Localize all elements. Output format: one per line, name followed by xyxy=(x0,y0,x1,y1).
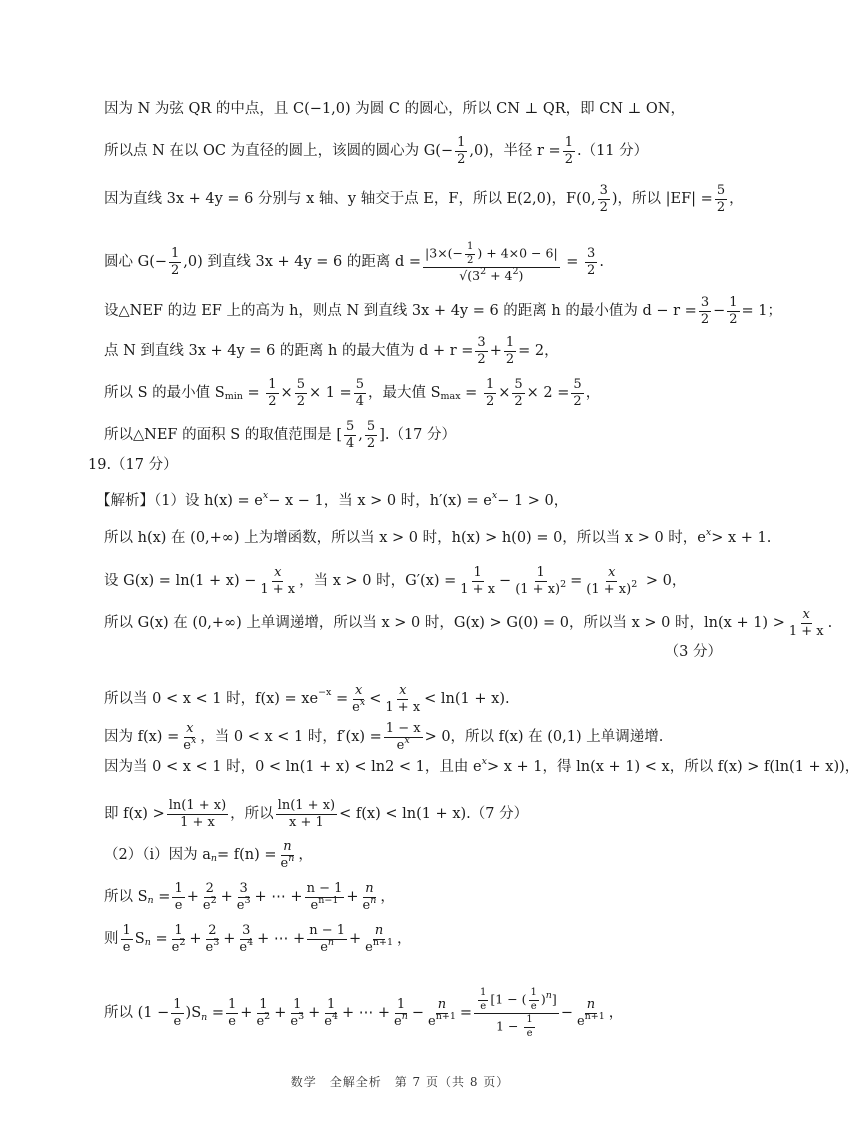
fraction-3-2: $\frac{3}{2}$ xyxy=(477,335,486,367)
text-line-4 xyxy=(104,242,772,283)
comma: ， xyxy=(397,930,412,947)
times: × xyxy=(280,384,293,401)
equals: = xyxy=(153,888,171,905)
line-3-text-a: 因为直线 3x + 4y = 6 分别与 x 轴、y 轴交于点 E，F，所以 E(2,0)，F(0, xyxy=(104,190,596,207)
minus: − xyxy=(560,1005,573,1022)
fraction-1mx-ex: $\frac{1 - x}{e^x}$ xyxy=(385,721,421,753)
equals: = xyxy=(460,384,482,401)
line-2-text-c: .（11 分） xyxy=(576,142,649,159)
subscript-n: n xyxy=(147,895,154,907)
distance-fraction: |3×(− $\frac{1}{2}$ ) + 4×0 − 6| $√(3^2 + 4^2)$ xyxy=(425,241,558,283)
line-8-text-a: 所以△NEF 的面积 S 的取值范围是 [ xyxy=(104,426,343,443)
fraction-1-2: $\frac{1}{2}$ xyxy=(457,135,466,167)
fraction-1-e3: $\frac{1}{e^3}$ xyxy=(290,997,305,1029)
line-3-text-b: )，所以 |EF| = xyxy=(611,190,713,207)
question-19-header xyxy=(88,458,772,473)
plus: + xyxy=(308,1005,321,1022)
fraction-1-e: $\frac{1}{e}$ xyxy=(174,881,183,913)
comma: ， xyxy=(608,1005,624,1022)
plus: + xyxy=(189,930,202,947)
line-18-text-a: （2）（i）因为 a xyxy=(104,846,211,863)
line-15-text-b: ，当 0 < x < 1 时，f′(x) = xyxy=(200,728,382,745)
line-12-text-a: 设 G(x) = ln(1 + x) − xyxy=(104,572,257,589)
line-5-text-a: 设△NEF 的边 EF 上的高为 h，则点 N 到直线 3x + 4y = 6 的距离 h 的最小值为 d − r = xyxy=(104,302,697,319)
equals: = xyxy=(242,384,265,401)
fraction-1-2: $\frac{1}{2}$ xyxy=(505,335,515,367)
equals-sign: = xyxy=(561,254,584,271)
superscript-x: x xyxy=(262,489,269,501)
plus: + xyxy=(489,342,502,359)
subscript-n: n xyxy=(210,853,217,865)
fraction-n-enp1: $\frac{n}{e^{n+1}}$ xyxy=(428,997,456,1029)
line-4-text-b: ,0) 到直线 3x + 4y = 6 的距离 d = xyxy=(183,254,422,271)
text-line-19 xyxy=(104,882,772,912)
superscript-x: x xyxy=(491,489,498,501)
lt: < xyxy=(369,690,382,707)
line-14-text-b: < ln(1 + x). xyxy=(424,690,510,707)
text-line-1 xyxy=(104,102,772,117)
comma: ， xyxy=(585,384,601,401)
ellipsis: + ⋯ + xyxy=(342,1005,391,1022)
equals: = xyxy=(570,572,583,589)
fraction-1-1px-sq: $\frac{1}{(1 + x)^2}$ xyxy=(515,565,567,597)
minus: − xyxy=(499,572,512,589)
text-line-8 xyxy=(104,420,772,450)
fraction-3-2: $\frac{3}{2}$ xyxy=(599,183,608,215)
text-line-21 xyxy=(104,988,772,1039)
text-line-18 xyxy=(104,840,772,870)
fraction-5-2: $\frac{5}{2}$ xyxy=(573,377,582,409)
times-two: × 2 = xyxy=(526,384,570,401)
line-19-text-a: 所以 S xyxy=(104,888,148,905)
fraction-1-2: $\frac{1}{2}$ xyxy=(485,377,495,409)
line-6-text-a: 点 N 到直线 3x + 4y = 6 的距离 h 的最大值为 d + r = xyxy=(104,342,474,359)
text-line-5 xyxy=(104,295,783,327)
fraction-n-enp1: $\frac{n}{e^{n+1}}$ xyxy=(576,997,605,1029)
line-8-text-b: ].（17 分） xyxy=(379,426,457,443)
fraction-x-1px: $\frac{x}{1 + x}$ xyxy=(260,565,296,597)
fraction-1-e2: $\frac{1}{e^2}$ xyxy=(171,923,186,955)
geometric-sum-fraction: $\frac{1}{e}$ [1 − ( $\frac{1}{e}$ )$^n$] 1 − $\frac{1}{e}$ xyxy=(474,988,559,1039)
fraction-5-2: $\frac{5}{2}$ xyxy=(514,377,523,409)
fraction-3-2: $\frac{3}{2}$ xyxy=(700,295,710,327)
fraction-1-2: $\frac{1}{2}$ xyxy=(268,377,277,409)
line-10-text-c: − 1 > 0， xyxy=(497,493,569,509)
line-15-text-a: 因为 f(x) = xyxy=(104,728,180,745)
text-line-10 xyxy=(96,489,772,509)
fraction-1-e: $\frac{1}{e}$ xyxy=(173,997,182,1029)
fraction-1-e2: $\frac{1}{e^2}$ xyxy=(256,997,271,1029)
fraction-n-en: $\frac{n}{e^n}$ xyxy=(280,839,295,871)
period: . xyxy=(827,614,833,631)
text-line-20 xyxy=(104,924,772,954)
fraction-x-1px: $\frac{x}{1 + x}$ xyxy=(788,607,824,639)
text-line-11 xyxy=(104,526,772,546)
superscript-x: x xyxy=(481,755,487,767)
fraction-5-2: $\frac{5}{2}$ xyxy=(296,377,305,409)
equals: = xyxy=(459,1005,473,1022)
line-6-tail: = 2， xyxy=(518,342,559,359)
comma: , xyxy=(358,426,363,443)
line-2-text-a: 所以点 N 在以 OC 为直径的圆上，该圆的圆心为 G(− xyxy=(104,142,454,159)
question-number: 19.（17 分） xyxy=(88,457,178,473)
fraction-1-e: $\frac{1}{e}$ xyxy=(122,923,131,955)
ellipsis: + ⋯ + xyxy=(257,930,306,947)
line-11-text-a: 所以 h(x) 在 (0,+∞) 上为增函数，所以当 x > 0 时，h(x) > h(0) = 0，所以当 x > 0 时，e xyxy=(104,530,706,546)
minus: − xyxy=(411,1005,425,1022)
line-18-text-b: = f(n) = xyxy=(217,846,277,863)
line-13-text-a: 所以 G(x) 在 (0,+∞) 上单调递增，所以当 x > 0 时，G(x) > G(0) = 0，所以当 x > 0 时，ln(x + 1) > xyxy=(104,614,785,631)
text-line-3 xyxy=(104,184,772,214)
line-4-text-a: 圆心 G(− xyxy=(104,254,167,271)
line-17-text-c: < f(x) < ln(1 + x).（7 分） xyxy=(339,805,529,822)
sn: )S n = xyxy=(185,1005,225,1023)
fraction-1-e: $\frac{1}{e}$ xyxy=(228,997,237,1029)
fraction-3-e4: $\frac{3}{e^4}$ xyxy=(239,923,254,955)
page-footer: 数学 全解全析 第 7 页（共 8 页） xyxy=(290,1075,510,1089)
fraction-1-en: $\frac{1}{e^n}$ xyxy=(394,997,408,1029)
plus: + xyxy=(186,888,199,905)
text-line-2 xyxy=(104,136,772,166)
fraction-1-2: $\frac{1}{2}$ xyxy=(171,246,180,278)
sn: S n = xyxy=(134,930,168,949)
gt-zero: > 0， xyxy=(641,572,687,589)
fraction-5-2: $\frac{5}{2}$ xyxy=(716,183,726,215)
line-1-text: 因为 N 为弦 QR 的中点，且 C(−1,0) 为圆 C 的圆心，所以 CN ⊥ QR，即 CN ⊥ ON， xyxy=(104,101,685,117)
subscript-min: min xyxy=(224,391,243,403)
times: × xyxy=(498,384,511,401)
fraction-x-ex: $\frac{x}{e^x}$ xyxy=(183,721,197,753)
superscript-minus-x: −x xyxy=(318,687,332,699)
fraction-n-en: $\frac{n}{e^n}$ xyxy=(362,881,377,913)
fraction-3-2: $\frac{3}{2}$ xyxy=(587,246,596,278)
line-14-text-a: 所以当 0 < x < 1 时，f(x) = xe xyxy=(104,690,319,707)
fraction-5-4: $\frac{5}{4}$ xyxy=(355,377,364,409)
fraction-x-ex: $\frac{x}{e^x}$ xyxy=(352,683,366,715)
text-line-15 xyxy=(104,722,772,752)
line-21-text-a: 所以 (1 − xyxy=(104,1005,170,1022)
fraction-1-1px: $\frac{1}{1 + x}$ xyxy=(460,565,496,597)
plus: + xyxy=(274,1005,287,1022)
fraction-1-2: $\frac{1}{2}$ xyxy=(729,295,738,327)
plus: + xyxy=(349,930,362,947)
fraction-3-e3: $\frac{3}{e^3}$ xyxy=(236,881,251,913)
text-line-7 xyxy=(104,378,772,408)
line-3-comma: ， xyxy=(729,190,744,207)
fraction-ln-xp1: $\frac{\ln(1 + x)}{x + 1}$ xyxy=(277,798,336,830)
score-3: （3 分） xyxy=(664,644,722,660)
line-17-text-b: ，所以 xyxy=(230,805,274,822)
plus: + xyxy=(223,930,236,947)
line-2-text-b: ,0)，半径 r = xyxy=(469,142,561,159)
plus: + xyxy=(240,1005,253,1022)
line-11-text-b: > x + 1. xyxy=(711,530,772,546)
text-line-14 xyxy=(104,684,772,714)
fraction-5-2: $\frac{5}{2}$ xyxy=(366,419,376,451)
line-16-text-a: 因为当 0 < x < 1 时，0 < ln(1 + x) < ln2 < 1，且由 e xyxy=(104,759,482,775)
fraction-1-2: $\frac{1}{2}$ xyxy=(564,135,573,167)
fraction-2-e2: $\frac{2}{e^2}$ xyxy=(202,881,217,913)
line-5-tail: = 1； xyxy=(741,302,783,319)
equals: = xyxy=(331,690,349,707)
times-one: × 1 = xyxy=(308,384,352,401)
plus: + xyxy=(346,888,359,905)
fraction-nm1-enm1: $\frac{n - 1}{e^{n-1}}$ xyxy=(306,881,343,913)
text-line-6 xyxy=(104,336,772,366)
fraction-ln-1px: $\frac{\ln(1 + x)}{1 + x}$ xyxy=(168,798,227,830)
line-16-text-b: > x + 1，得 ln(x + 1) < x，所以 f(x) > f(ln(1 + x))， xyxy=(486,759,859,775)
fraction-n-enp1: $\frac{n}{e^{n+1}}$ xyxy=(365,923,393,955)
comma: ， xyxy=(380,888,395,905)
text-line-13 xyxy=(104,607,833,639)
superscript-x: x xyxy=(705,526,712,538)
comma: ， xyxy=(298,846,313,863)
subscript-max: max xyxy=(440,391,461,403)
fraction-nm1-en: $\frac{n - 1}{e^n}$ xyxy=(309,923,346,955)
line-12-text-b: ，当 x > 0 时，G′(x) = xyxy=(299,572,457,589)
fraction-2-e3: $\frac{2}{e^3}$ xyxy=(205,923,220,955)
fraction-x-1px-sq: $\frac{x}{(1 + x)^2}$ xyxy=(586,565,638,597)
text-line-16 xyxy=(104,755,859,775)
fraction-5-4: $\frac{5}{4}$ xyxy=(346,419,355,451)
text-line-17 xyxy=(104,799,772,829)
ellipsis: + ⋯ + xyxy=(254,888,303,905)
minus: − xyxy=(713,302,726,319)
line-7-text-a: 所以 S 的最小值 S xyxy=(104,384,225,401)
line-10-text-b: − x − 1，当 x > 0 时，h′(x) = e xyxy=(268,493,492,509)
line-17-text-a: 即 f(x) > xyxy=(104,805,165,822)
line-15-text-c: > 0，所以 f(x) 在 (0,1) 上单调递增. xyxy=(424,728,664,745)
period: . xyxy=(599,254,604,271)
line-10-text-a: 【解析】（1）设 h(x) = e xyxy=(96,493,263,509)
fraction-1-e4: $\frac{1}{e^4}$ xyxy=(324,997,339,1029)
line-7-text-b: ，最大值 S xyxy=(368,384,441,401)
text-line-12 xyxy=(104,566,772,596)
line-20-text-a: 则 xyxy=(104,930,119,947)
fraction-x-1px: $\frac{x}{1 + x}$ xyxy=(385,683,421,715)
plus: + xyxy=(220,888,233,905)
